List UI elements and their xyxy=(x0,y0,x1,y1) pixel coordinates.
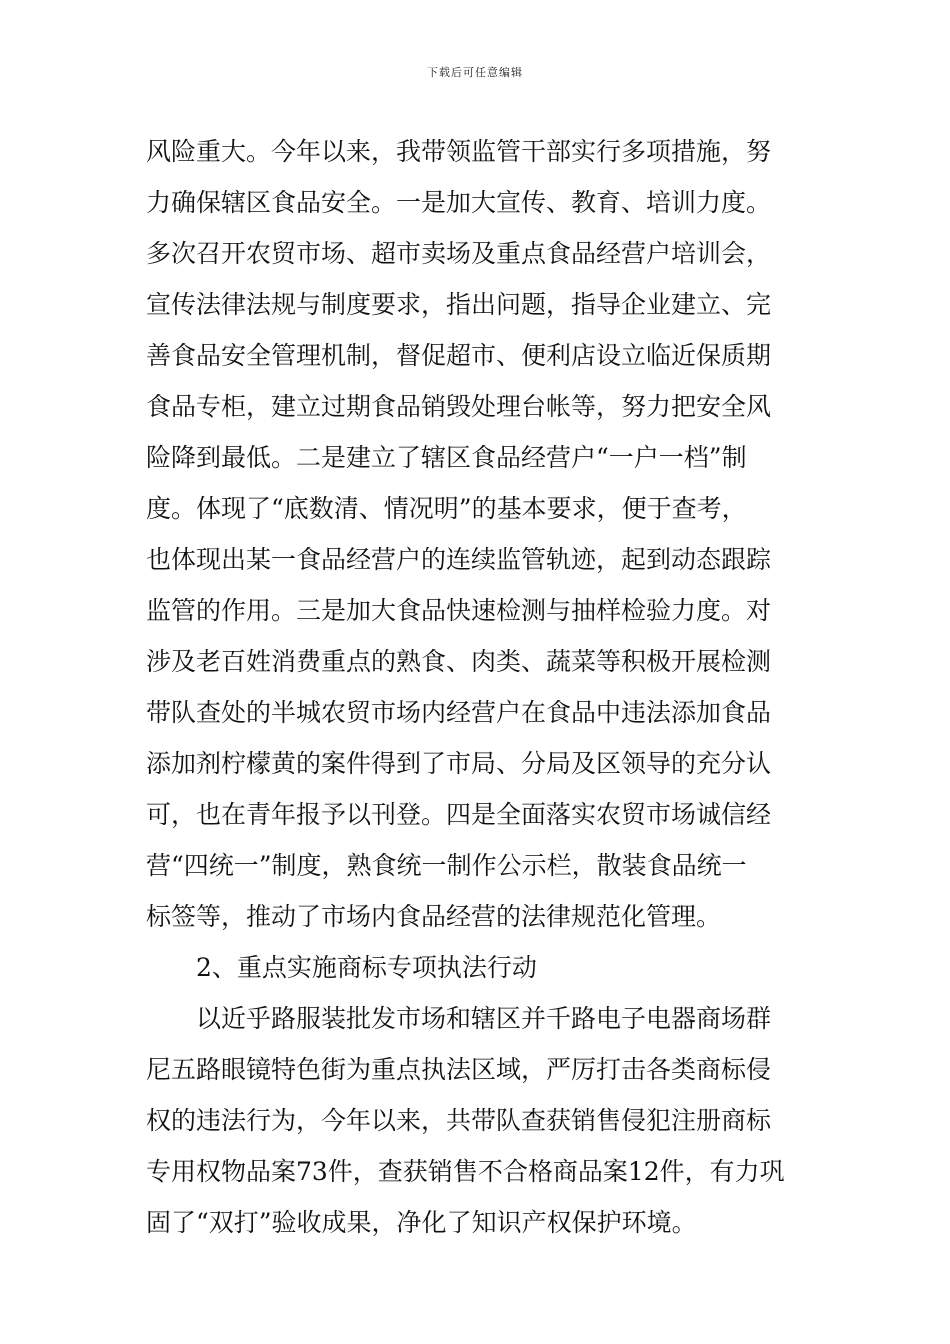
text-line: 权的违法行为，今年以来，共带队查获销售侵犯注册商标 xyxy=(146,1106,772,1135)
text-line: 营“四统一”制度，熟食统一制作公示栏，散装食品统一 xyxy=(146,851,747,880)
text-line: 也体现出某一食品经营户的连续监管轨迹，起到动态跟踪 xyxy=(146,545,772,574)
document-body xyxy=(146,126,810,1248)
text-line: 风险重大。今年以来，我带领监管干部实行多项措施，努 xyxy=(146,137,772,166)
text-line: 添加剂柠檬黄的案件得到了市局、分局及区领导的充分认 xyxy=(146,749,772,778)
text-line: 食品专柜，建立过期食品销毁处理台帐等，努力把安全风 xyxy=(146,392,772,421)
text-line: 善食品安全管理机制，督促超市、便利店设立临近保质期 xyxy=(146,341,772,370)
text-line: 标签等，推动了市场内食品经营的法律规范化管理。 xyxy=(146,902,722,931)
section-heading: 2、重点实施商标专项执法行动 xyxy=(196,953,537,982)
text-line: 力确保辖区食品安全。一是加大宣传、教育、培训力度。 xyxy=(146,188,772,217)
text-line: 尼五路眼镜特色街为重点执法区域，严厉打击各类商标侵 xyxy=(146,1055,772,1084)
text-line: 宣传法律法规与制度要求，指出问题，指导企业建立、完 xyxy=(146,290,772,319)
text-line: 带队查处的半城农贸市场内经营户在食品中违法添加食品 xyxy=(146,698,772,727)
text-line: 度。体现了“底数清、情况明”的基本要求，便于查考， xyxy=(146,494,747,523)
text-line: 可，也在青年报予以刊登。四是全面落实农贸市场诚信经 xyxy=(146,800,772,829)
text-line: 专用权物品案73件，查获销售不合格商品案12件，有力巩 xyxy=(146,1157,785,1186)
text-line: 以近乎路服装批发市场和辖区并千路电子电器商场群 xyxy=(196,1004,772,1033)
text-line: 监管的作用。三是加大食品快速检测与抽样检验力度。对 xyxy=(146,596,772,625)
text-line: 险降到最低。二是建立了辖区食品经营户“一户一档”制 xyxy=(146,443,747,472)
text-line: 固了“双打”验收成果，净化了知识产权保护环境。 xyxy=(146,1208,697,1237)
page-header: 下载后可任意编辑 xyxy=(427,66,523,79)
text-line: 多次召开农贸市场、超市卖场及重点食品经营户培训会， xyxy=(146,239,772,268)
text-line: 涉及老百姓消费重点的熟食、肉类、蔬菜等积极开展检测 xyxy=(146,647,772,676)
